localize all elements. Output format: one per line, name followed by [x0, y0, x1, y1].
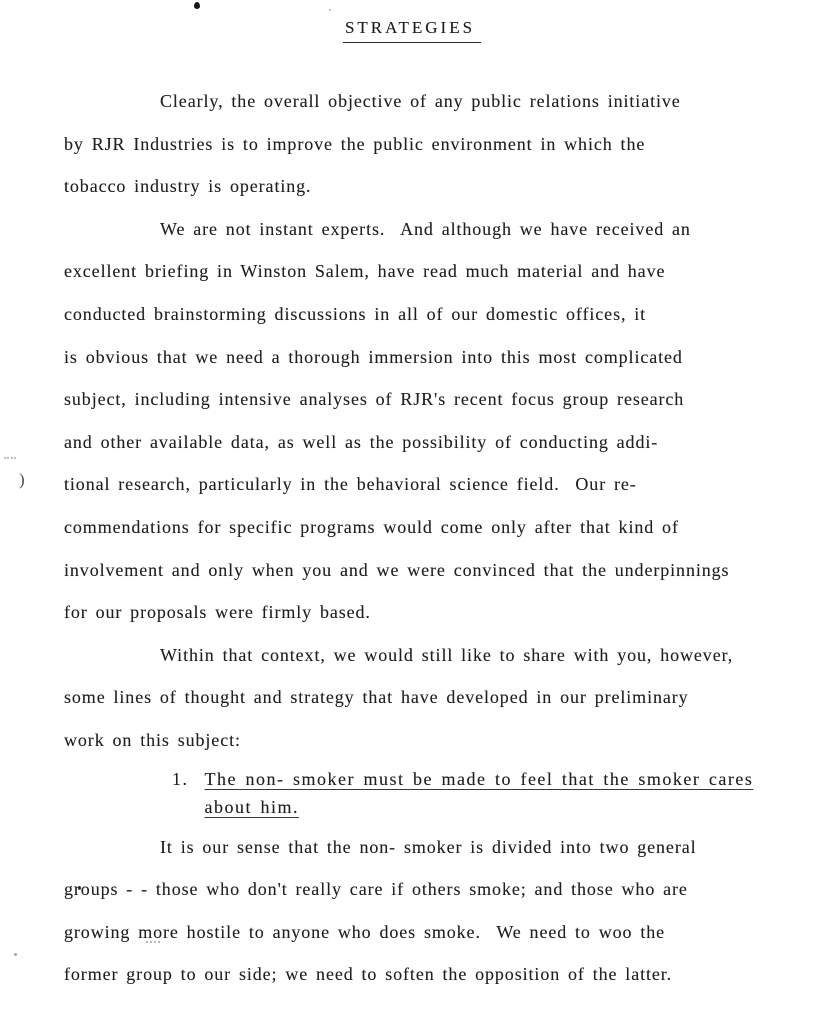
text-line: involvement and only when you and we were convinced that the underpinnings [64, 559, 730, 580]
list-item-line: The non- smoker must be made to feel that the smoker cares [204, 768, 754, 789]
scan-artifact-speck [4, 457, 16, 461]
page-title-text: STRATEGIES [343, 18, 481, 43]
text-line: growing more hostile to anyone who does smoke. We need to woo the [64, 921, 666, 942]
text-line: by RJR Industries is to improve the public environment in which the [64, 133, 646, 154]
text-line: subject, including intensive analyses of RJR's recent focus group research [64, 389, 685, 410]
text-line: for our proposals were firmly based. [64, 602, 371, 623]
scan-artifact-margin-mark: ) [19, 470, 25, 489]
text-line: some lines of thought and strategy that have developed in our preliminary [64, 687, 689, 708]
paragraph [64, 826, 784, 996]
text-line: groups - - those who don't really care if others smoke; and those who are [64, 879, 688, 900]
text-line: tobacco industry is operating. [64, 176, 312, 197]
list-item-text [205, 765, 754, 821]
text-line: It is our sense that the non- smoker is divided into two general [160, 836, 697, 857]
list-item-number: 1. [172, 768, 189, 789]
text-line: work on this subject: [64, 729, 241, 750]
text-line: former group to our side; we need to soften the opposition of the latter. [64, 964, 673, 985]
text-line: and other available data, as well as the possibility of conducting addi- [64, 431, 659, 452]
text-line: conducted brainstorming discussions in all of our domestic offices, it [64, 303, 647, 324]
paragraph [64, 208, 784, 634]
text-line: Clearly, the overall objective of any public relations initiative [160, 91, 681, 111]
scan-artifact-dot [194, 2, 200, 9]
scan-artifact-dot [329, 9, 331, 11]
paragraph [64, 80, 784, 208]
document-body [64, 80, 784, 996]
page-title [0, 18, 824, 43]
text-line: Within that context, we would still like to share with you, however, [160, 644, 734, 665]
paragraph [64, 634, 784, 762]
text-line: tional research, particularly in the behavioral science field. Our re- [64, 474, 637, 495]
text-line: We are not instant experts. And although we have received an [160, 218, 691, 239]
text-line: is obvious that we need a thorough immersion into this most complicated [64, 346, 683, 367]
scan-artifact-speck [14, 953, 17, 956]
text-line: excellent briefing in Winston Salem, have read much material and have [64, 261, 666, 282]
text-line: commendations for specific programs would come only after that kind of [64, 516, 679, 537]
list-item-line: about him. [204, 796, 299, 817]
list-item-1 [172, 765, 784, 821]
